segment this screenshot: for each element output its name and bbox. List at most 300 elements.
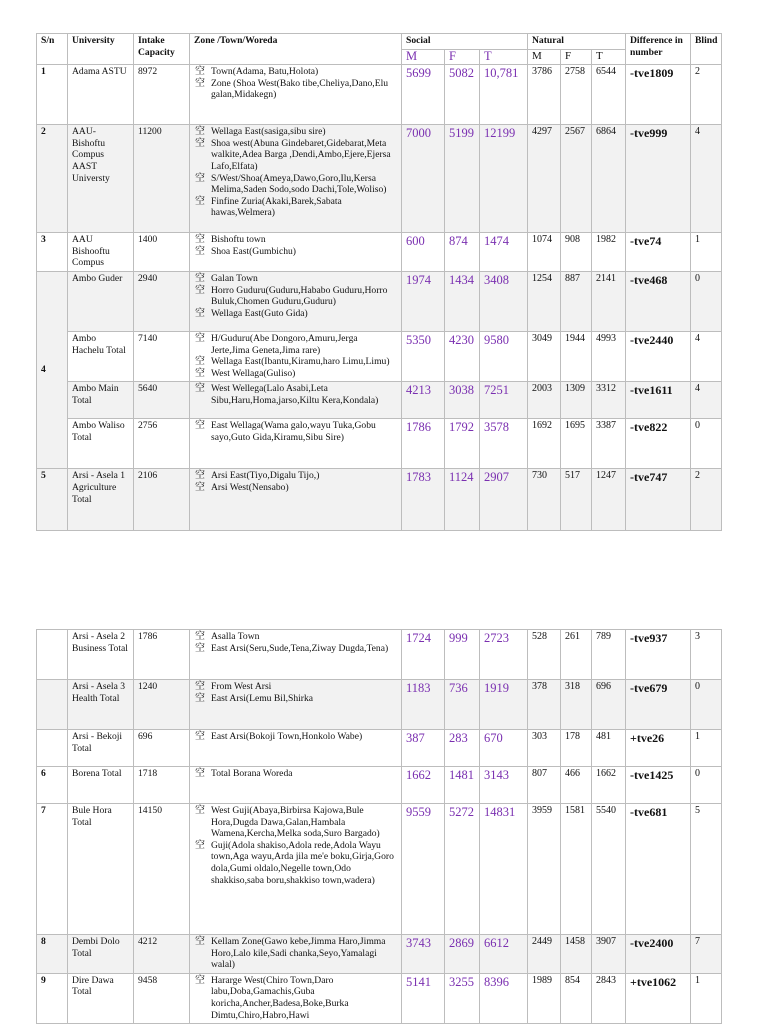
- row-natural-f: 261: [561, 630, 592, 680]
- row-natural-f: 178: [561, 730, 592, 767]
- row-university: Adama ASTU: [68, 65, 134, 125]
- row-social-m: 1183: [402, 680, 445, 730]
- zone-item: [195, 77, 397, 101]
- row-university: Borena Total: [68, 767, 134, 804]
- row-zones: [190, 382, 402, 419]
- row-intake: 9458: [134, 973, 190, 1023]
- row-university: AAU Bishooftu Compus: [68, 233, 134, 272]
- row-social-f: 999: [445, 630, 480, 680]
- zone-item: [195, 731, 397, 743]
- row-natural-m: 2003: [528, 382, 561, 419]
- zone-item: [195, 245, 397, 258]
- bullet-icon: 空: [195, 974, 205, 986]
- bullet-icon: 空: [195, 137, 205, 149]
- row-social-t: 6612: [480, 935, 528, 974]
- row-natural-f: 318: [561, 680, 592, 730]
- row-university: Ambo Waliso Total: [68, 419, 134, 469]
- row-difference: -tve679: [626, 680, 691, 730]
- row-natural-t: 1247: [592, 469, 626, 531]
- zone-item: [195, 974, 397, 1021]
- row-university: Arsi - Bekoji Total: [68, 730, 134, 767]
- row-intake: 696: [134, 730, 190, 767]
- row-difference: -tve1425: [626, 767, 691, 804]
- row-social-m: 4213: [402, 382, 445, 419]
- row-difference: -tve937: [626, 630, 691, 680]
- bullet-icon: 空: [195, 768, 205, 779]
- row-zones: [190, 469, 402, 531]
- zone-item: [195, 272, 397, 285]
- row-intake: 1400: [134, 233, 190, 272]
- zone-text: West Guji(Abaya,Birbirsa Kajowa,Bule Hora,Dugda Dawa,Galan,Hambala Wamena,Kercha,Melka soda,Suro Bargado): [211, 805, 380, 840]
- row-natural-t: 3312: [592, 382, 626, 419]
- row-natural-m: 1074: [528, 233, 561, 272]
- bullet-icon: 空: [195, 481, 205, 493]
- row-blind: 4: [691, 125, 722, 233]
- row-zones: [190, 935, 402, 974]
- table-row: [37, 271, 722, 331]
- row-social-f: 1792: [445, 419, 480, 469]
- bullet-icon: 空: [195, 692, 205, 704]
- row-intake: 8972: [134, 65, 190, 125]
- zone-text: East Arsi(Lemu Bil,Shirka: [211, 692, 314, 704]
- row-social-t: 2723: [480, 630, 528, 680]
- bullet-icon: 空: [195, 420, 205, 432]
- zone-item: [195, 805, 397, 840]
- zone-text: Wellaga East(Guto Gida): [211, 307, 308, 319]
- table-row: [37, 382, 722, 419]
- header-natural-m: M: [528, 49, 561, 65]
- row-social-t: 670: [480, 730, 528, 767]
- row-social-f: 1434: [445, 271, 480, 331]
- row-natural-m: 1692: [528, 419, 561, 469]
- header-difference: Difference in number: [626, 34, 691, 65]
- row-difference: -tve681: [626, 804, 691, 935]
- row-university: AAU-Bishoftu Compus AAST Universty: [68, 125, 134, 233]
- row-zones: [190, 804, 402, 935]
- row-social-m: 3743: [402, 935, 445, 974]
- row-natural-t: 696: [592, 680, 626, 730]
- row-social-t: 3143: [480, 767, 528, 804]
- row-natural-t: 1662: [592, 767, 626, 804]
- row-natural-f: 2758: [561, 65, 592, 125]
- row-zones: [190, 419, 402, 469]
- row-university: Dembi Dolo Total: [68, 935, 134, 974]
- bullet-icon: 空: [195, 356, 205, 368]
- zone-item: [195, 470, 397, 482]
- row-natural-t: 3387: [592, 419, 626, 469]
- row-difference: -tve1611: [626, 382, 691, 419]
- row-difference: -tve74: [626, 233, 691, 272]
- table-row: [37, 804, 722, 935]
- row-social-f: 5082: [445, 65, 480, 125]
- row-sn: 9: [37, 973, 68, 1023]
- row-natural-f: 2567: [561, 125, 592, 233]
- header-sn: S/n: [37, 34, 68, 65]
- header-social: Social: [402, 34, 528, 50]
- row-zones: [190, 973, 402, 1023]
- row-blind: 4: [691, 382, 722, 419]
- row-social-f: 4230: [445, 331, 480, 381]
- row-blind: 1: [691, 973, 722, 1023]
- row-natural-m: 303: [528, 730, 561, 767]
- header-social-t: T: [480, 49, 528, 65]
- row-intake: 1240: [134, 680, 190, 730]
- row-natural-f: 1695: [561, 419, 592, 469]
- zone-text: H/Guduru(Abe Dongoro,Amuru,Jerga Jerte,Jima Geneta,Jima rare): [211, 332, 358, 356]
- bullet-icon: 空: [195, 245, 205, 257]
- bullet-icon: 空: [195, 631, 205, 642]
- row-social-m: 5699: [402, 65, 445, 125]
- row-social-f: 2869: [445, 935, 480, 974]
- table-row: [37, 419, 722, 469]
- header-university: University: [68, 34, 134, 65]
- row-social-m: 9559: [402, 804, 445, 935]
- row-blind: 2: [691, 469, 722, 531]
- table-row: [37, 935, 722, 974]
- header-social-f: F: [445, 49, 480, 65]
- header-social-m: M: [402, 49, 445, 65]
- row-blind: 5: [691, 804, 722, 935]
- row-zones: [190, 730, 402, 767]
- row-social-t: 9580: [480, 331, 528, 381]
- zone-list: [194, 805, 397, 886]
- row-social-f: 283: [445, 730, 480, 767]
- row-intake: 1786: [134, 630, 190, 680]
- zone-item: [195, 768, 397, 780]
- row-difference: -tve468: [626, 271, 691, 331]
- zone-text: Horro Guduru(Guduru,Hababo Guduru,Horro Buluk,Chomen Guduru,Guduru): [211, 284, 388, 308]
- row-social-f: 3038: [445, 382, 480, 419]
- row-university: Arsi - Asela 3 Health Total: [68, 680, 134, 730]
- row-social-f: 874: [445, 233, 480, 272]
- row-natural-t: 6864: [592, 125, 626, 233]
- row-natural-f: 1581: [561, 804, 592, 935]
- row-social-m: 1974: [402, 271, 445, 331]
- row-natural-m: 1989: [528, 973, 561, 1023]
- row-blind: 7: [691, 935, 722, 974]
- row-zones: [190, 65, 402, 125]
- row-natural-t: 6544: [592, 65, 626, 125]
- row-university: Bule Hora Total: [68, 804, 134, 935]
- table-row: [37, 469, 722, 531]
- zone-text: From West Arsi: [211, 681, 272, 692]
- row-sn: 7: [37, 804, 68, 935]
- bullet-icon: 空: [195, 936, 205, 947]
- row-difference: +tve1062: [626, 973, 691, 1023]
- zone-list: [194, 768, 397, 780]
- bullet-icon: 空: [195, 195, 205, 207]
- zone-item: [195, 642, 397, 655]
- row-intake: 2756: [134, 419, 190, 469]
- table-row: [37, 973, 722, 1023]
- zone-item: [195, 631, 397, 643]
- bullet-icon: 空: [195, 839, 205, 851]
- zone-item: [195, 367, 397, 380]
- row-blind: 3: [691, 630, 722, 680]
- row-sn: 1: [37, 65, 68, 125]
- zone-text: Asalla Town: [211, 631, 260, 642]
- row-university: Dire Dawa Total: [68, 973, 134, 1023]
- row-natural-m: 4297: [528, 125, 561, 233]
- zone-list: [194, 420, 397, 443]
- row-natural-f: 1309: [561, 382, 592, 419]
- table-row: [37, 233, 722, 272]
- row-natural-f: 887: [561, 271, 592, 331]
- zone-item: [195, 307, 397, 320]
- row-natural-f: 854: [561, 973, 592, 1023]
- bullet-icon: 空: [195, 284, 205, 296]
- allocation-table-part2: [36, 629, 722, 1024]
- row-social-f: 5199: [445, 125, 480, 233]
- header-intake: Intake Capacity: [134, 34, 190, 65]
- row-natural-t: 3907: [592, 935, 626, 974]
- bullet-icon: 空: [195, 272, 205, 284]
- header-zone: Zone /Town/Woreda: [190, 34, 402, 65]
- row-zones: [190, 271, 402, 331]
- zone-list: [194, 126, 397, 219]
- row-natural-f: 517: [561, 469, 592, 531]
- row-social-m: 5350: [402, 331, 445, 381]
- row-social-m: 600: [402, 233, 445, 272]
- zone-text: East Arsi(Bokoji Town,Honkolo Wabe): [211, 731, 363, 742]
- row-social-f: 3255: [445, 973, 480, 1023]
- row-social-t: 2907: [480, 469, 528, 531]
- zone-list: [194, 383, 397, 406]
- table-row: [37, 331, 722, 381]
- row-zones: [190, 233, 402, 272]
- row-difference: +tve26: [626, 730, 691, 767]
- zone-text: Galan Town: [211, 272, 258, 284]
- allocation-table-part1: [36, 33, 722, 531]
- row-sn: 5: [37, 469, 68, 531]
- row-natural-m: 3786: [528, 65, 561, 125]
- row-natural-t: 1982: [592, 233, 626, 272]
- row-social-t: 7251: [480, 382, 528, 419]
- bullet-icon: 空: [195, 77, 205, 89]
- row-social-t: 8396: [480, 973, 528, 1023]
- zone-item: [195, 332, 397, 356]
- header-row: [37, 34, 722, 50]
- zone-text: East Arsi(Seru,Sude,Tena,Ziway Dugda,Tena): [211, 642, 389, 654]
- row-social-m: 1662: [402, 767, 445, 804]
- bullet-icon: 空: [195, 332, 205, 344]
- row-blind: 2: [691, 65, 722, 125]
- row-difference: -tve999: [626, 125, 691, 233]
- row-natural-m: 807: [528, 767, 561, 804]
- zone-text: Shoa west(Abuna Gindebaret,Gidebarat,Meta walkite,Adea Barga ,Dendi,Ambo,Ejere,Ejersa Lafo,Elfata): [211, 137, 391, 172]
- zone-item: [195, 481, 397, 494]
- table-row: [37, 767, 722, 804]
- row-intake: 2940: [134, 271, 190, 331]
- row-natural-m: 378: [528, 680, 561, 730]
- row-intake: 5640: [134, 382, 190, 419]
- row-difference: -tve822: [626, 419, 691, 469]
- row-intake: 1718: [134, 767, 190, 804]
- zone-text: West Wellaga(Guliso): [211, 367, 296, 379]
- row-social-f: 5272: [445, 804, 480, 935]
- zone-item: [195, 839, 397, 886]
- row-blind: 0: [691, 271, 722, 331]
- row-social-m: 5141: [402, 973, 445, 1023]
- row-zones: [190, 331, 402, 381]
- row-blind: 1: [691, 233, 722, 272]
- zone-text: S/West/Shoa(Ameya,Dawo,Goro,Ilu,Kersa Melima,Saden Sodo,sodo Dachi,Tole,Woliso): [211, 172, 387, 196]
- row-blind: 4: [691, 331, 722, 381]
- zone-text: Guji(Adola shakiso,Adola rede,Adola Wayu town,Aga wayu,Arda jila me'e boku,Girja,Goro dola,Gumi oldalo,Negelle town,Odo shakkiso,saba boru,shakkiso town,wadera): [211, 839, 394, 886]
- row-social-f: 736: [445, 680, 480, 730]
- zone-list: [194, 234, 397, 257]
- row-intake: 11200: [134, 125, 190, 233]
- row-natural-t: 2141: [592, 271, 626, 331]
- zone-item: [195, 234, 397, 246]
- row-social-m: 1783: [402, 469, 445, 531]
- row-blind: 0: [691, 419, 722, 469]
- row-intake: 2106: [134, 469, 190, 531]
- zone-list: [194, 631, 397, 654]
- row-difference: -tve2440: [626, 331, 691, 381]
- bullet-icon: 空: [195, 805, 205, 816]
- zone-list: [194, 470, 397, 493]
- zone-item: [195, 936, 397, 971]
- zone-list: [194, 975, 397, 1021]
- bullet-icon: 空: [195, 642, 205, 654]
- row-intake: 14150: [134, 804, 190, 935]
- row-university: Ambo Hachelu Total: [68, 331, 134, 381]
- row-sn: [37, 680, 68, 730]
- row-natural-m: 1254: [528, 271, 561, 331]
- zone-text: Zone (Shoa West(Bako tibe,Cheliya,Dano,Elu galan,Midakegn): [211, 77, 389, 101]
- row-social-f: 1481: [445, 767, 480, 804]
- zone-list: [194, 731, 397, 743]
- zone-text: Hararge West(Chiro Town,Daro labu,Doba,Gamachis,Guba koricha,Ancher,Badesa,Boke,Burka Dimtu,Chiro,Habro,Hawi: [211, 974, 349, 1021]
- zone-list: [194, 273, 397, 319]
- bullet-icon: 空: [195, 367, 205, 379]
- header-natural-f: F: [561, 49, 592, 65]
- zone-list: [194, 66, 397, 101]
- row-social-t: 10,781: [480, 65, 528, 125]
- zone-text: Bishoftu town: [211, 234, 266, 246]
- row-natural-t: 789: [592, 630, 626, 680]
- row-social-t: 3408: [480, 271, 528, 331]
- row-sn: 3: [37, 233, 68, 272]
- row-social-t: 1919: [480, 680, 528, 730]
- zone-list: [194, 333, 397, 379]
- zone-item: [195, 692, 397, 705]
- row-natural-f: 1944: [561, 331, 592, 381]
- row-social-m: 387: [402, 730, 445, 767]
- zone-item: [195, 681, 397, 693]
- zone-item: [195, 172, 397, 196]
- row-intake: 4212: [134, 935, 190, 974]
- header-natural: Natural: [528, 34, 626, 50]
- row-sn: 4: [37, 271, 68, 468]
- row-zones: [190, 630, 402, 680]
- row-social-m: 1724: [402, 630, 445, 680]
- zone-item: [195, 420, 397, 443]
- header-blind: Blind: [691, 34, 722, 65]
- row-natural-f: 908: [561, 233, 592, 272]
- zone-text: Arsi East(Tiyo,Digalu Tijo,): [211, 470, 320, 482]
- zone-text: East Wellaga(Wama galo,wayu Tuka,Gobu sayo,Guto Gida,Kiramu,Sibu Sire): [211, 420, 376, 443]
- zone-item: [195, 356, 397, 368]
- row-natural-t: 4993: [592, 331, 626, 381]
- row-sn: 6: [37, 767, 68, 804]
- row-natural-m: 730: [528, 469, 561, 531]
- bullet-icon: 空: [195, 681, 205, 692]
- row-social-t: 3578: [480, 419, 528, 469]
- row-social-f: 1124: [445, 469, 480, 531]
- zone-list: [194, 681, 397, 704]
- table-row: [37, 730, 722, 767]
- row-social-t: 12199: [480, 125, 528, 233]
- bullet-icon: 空: [195, 126, 205, 138]
- row-blind: 0: [691, 767, 722, 804]
- row-natural-m: 3049: [528, 331, 561, 381]
- row-university: Ambo Guder: [68, 271, 134, 331]
- bullet-icon: 空: [195, 66, 205, 78]
- zone-item: [195, 284, 397, 308]
- row-university: Ambo Main Total: [68, 382, 134, 419]
- row-sn: 8: [37, 935, 68, 974]
- zone-text: Town(Adama, Batu,Holota): [211, 66, 319, 78]
- bullet-icon: 空: [195, 731, 205, 742]
- row-natural-t: 2843: [592, 973, 626, 1023]
- table-row: [37, 125, 722, 233]
- row-natural-f: 466: [561, 767, 592, 804]
- row-social-m: 7000: [402, 125, 445, 233]
- row-blind: 1: [691, 730, 722, 767]
- zone-item: [195, 126, 397, 138]
- bullet-icon: 空: [195, 383, 205, 395]
- zone-text: Wellaga East(Ibantu,Kiramu,haro Limu,Limu): [211, 356, 390, 368]
- row-difference: -tve2400: [626, 935, 691, 974]
- row-zones: [190, 680, 402, 730]
- row-natural-f: 1458: [561, 935, 592, 974]
- row-sn: [37, 730, 68, 767]
- zone-text: West Wellega(Lalo Asabi,Leta Sibu,Haru,Homa,jarso,Kiltu Kera,Kondala): [211, 383, 379, 406]
- zone-item: [195, 383, 397, 406]
- row-sn: 2: [37, 125, 68, 233]
- row-social-t: 14831: [480, 804, 528, 935]
- zone-item: [195, 195, 397, 219]
- bullet-icon: 空: [195, 234, 205, 246]
- bullet-icon: 空: [195, 470, 205, 482]
- zone-item: [195, 137, 397, 173]
- row-natural-m: 3959: [528, 804, 561, 935]
- row-natural-m: 2449: [528, 935, 561, 974]
- table-row: [37, 630, 722, 680]
- zone-item: [195, 66, 397, 78]
- zone-list: [194, 936, 397, 971]
- row-blind: 0: [691, 680, 722, 730]
- row-zones: [190, 767, 402, 804]
- row-social-m: 1786: [402, 419, 445, 469]
- row-difference: -tve1809: [626, 65, 691, 125]
- row-university: Arsi - Asela 2 Business Total: [68, 630, 134, 680]
- header-natural-t: T: [592, 49, 626, 65]
- zone-text: Wellaga East(sasiga,sibu sire): [211, 126, 326, 138]
- row-social-t: 1474: [480, 233, 528, 272]
- table-row: [37, 680, 722, 730]
- table-row: [37, 65, 722, 125]
- row-intake: 7140: [134, 331, 190, 381]
- row-difference: -tve747: [626, 469, 691, 531]
- bullet-icon: 空: [195, 172, 205, 184]
- row-sn: [37, 630, 68, 680]
- bullet-icon: 空: [195, 307, 205, 319]
- zone-text: Shoa East(Gumbichu): [211, 245, 296, 257]
- row-university: Arsi - Asela 1 Agriculture Total: [68, 469, 134, 531]
